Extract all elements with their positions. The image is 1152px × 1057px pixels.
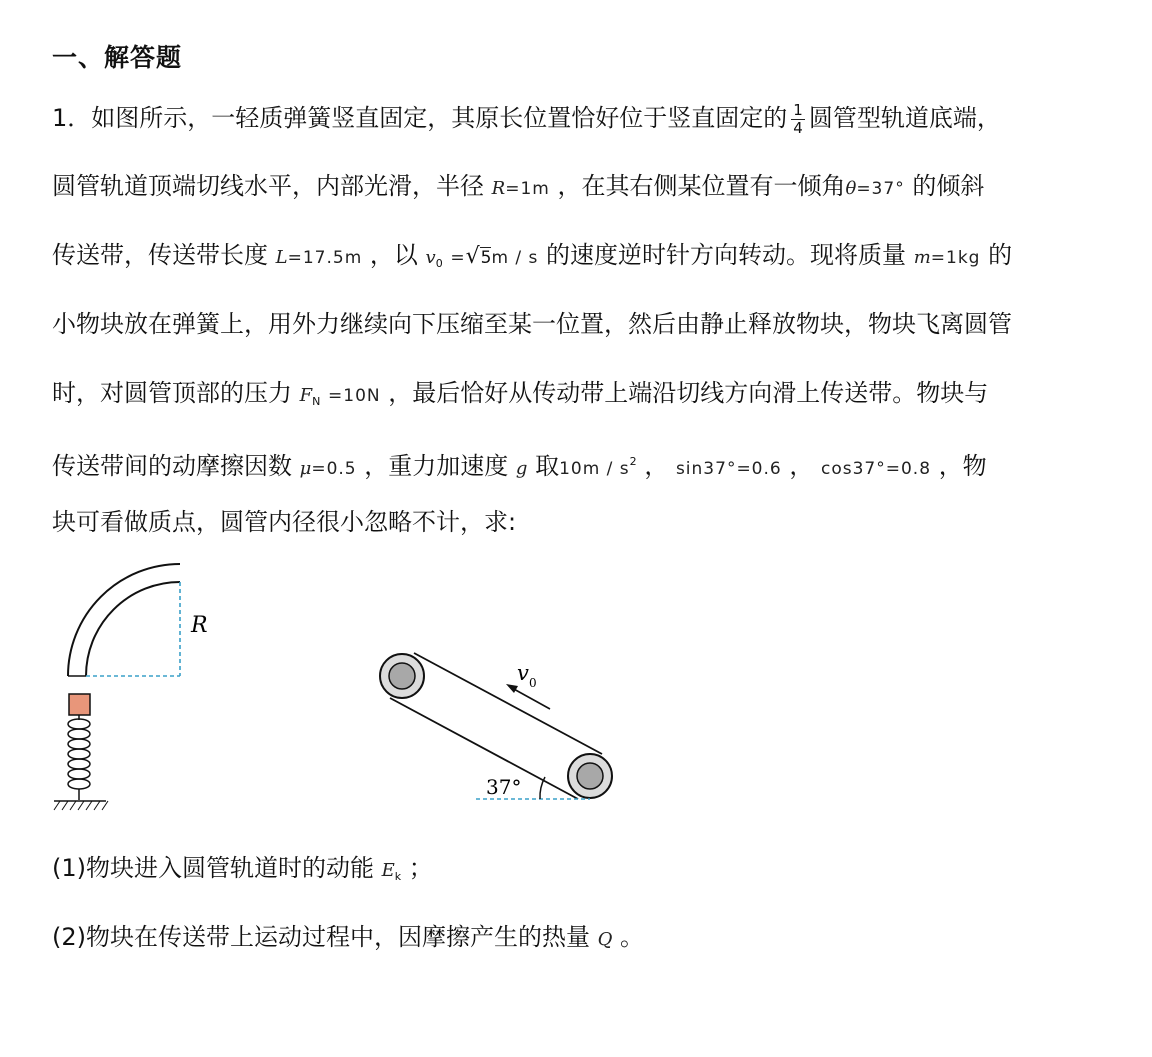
problem-line-1 xyxy=(52,100,1001,137)
text: ， xyxy=(789,452,814,480)
text: (1)物块进入圆管轨道时的动能 xyxy=(52,854,374,882)
problem-line-4: 小物块放在弹簧上，用外力继续向下压缩至某一位置，然后由静止释放物块，物块飞离圆管 xyxy=(52,310,1012,338)
math-var-L: L xyxy=(275,247,288,268)
math-value: =37° xyxy=(856,179,905,199)
math-var-mu: μ xyxy=(299,458,312,479)
label-R: R xyxy=(191,613,208,638)
text: 时，对圆管顶部的压力 xyxy=(52,379,292,407)
math-value: =0.5 xyxy=(311,459,357,479)
section-title: 一、解答题 xyxy=(52,43,183,72)
problem-line-6 xyxy=(52,444,987,487)
subscript: 0 xyxy=(435,257,443,270)
label-angle: 37° xyxy=(486,775,522,799)
text: ， xyxy=(644,452,669,480)
math-var-theta: θ xyxy=(845,178,857,199)
problem-line-7: 块可看做质点，圆管内径很小忽略不计，求: xyxy=(52,508,517,536)
fraction xyxy=(791,102,805,137)
math-value: =1kg xyxy=(930,248,981,268)
radicand: 5 xyxy=(480,248,492,268)
text: 圆管型轨道底端， xyxy=(808,104,1001,132)
text: 取 xyxy=(535,452,560,480)
text: ，最后恰好从传动带上端沿切线方向滑上传送带。物块与 xyxy=(388,379,989,407)
math-value: =17.5m xyxy=(287,248,363,268)
math-var-E: E xyxy=(381,860,395,881)
belt-top-edge xyxy=(414,653,602,754)
text: ，以 xyxy=(369,241,418,269)
text: 的 xyxy=(988,241,1013,269)
problem-line-3 xyxy=(52,237,1012,282)
math-equals: = xyxy=(450,248,466,268)
math-unit: m / s xyxy=(491,248,539,268)
small-block xyxy=(69,694,90,715)
problem-line-5 xyxy=(52,375,988,420)
text: 圆管轨道顶端切线水平，内部光滑，半径 xyxy=(52,172,484,200)
math-var-R: R xyxy=(491,178,506,199)
math-value: =1m xyxy=(505,179,550,199)
math-var-v: v xyxy=(425,247,436,268)
problem-number: 1． xyxy=(52,104,92,132)
math-value: 10m / s xyxy=(559,459,630,479)
problem-line-2 xyxy=(52,168,984,207)
math-var-Q: Q xyxy=(597,929,613,950)
math-var-F: F xyxy=(299,385,313,406)
text: 传送带，传送带长度 xyxy=(52,241,268,269)
text: 的速度逆时针方向转动。现将质量 xyxy=(546,241,907,269)
question-1 xyxy=(52,850,433,895)
math-var-m: m xyxy=(913,247,931,268)
math-value: =10N xyxy=(328,386,381,406)
text: ，在其右侧某位置有一倾角 xyxy=(557,172,846,200)
spring xyxy=(68,715,90,800)
text: ，重力加速度 xyxy=(364,452,509,480)
ground xyxy=(54,801,108,810)
subscript: k xyxy=(394,870,402,883)
label-v-subscript: 0 xyxy=(529,676,537,690)
text: (2)物块在传送带上运动过程中，因摩擦产生的热量 xyxy=(52,923,590,951)
label-v: v xyxy=(517,661,529,685)
sqrt-symbol: √ xyxy=(465,244,480,269)
physics-figure xyxy=(0,540,700,830)
subscript: N xyxy=(312,395,321,408)
text: 的倾斜 xyxy=(912,172,985,200)
tube-outer-arc xyxy=(68,564,180,676)
question-2 xyxy=(52,919,644,958)
quarter-circle-tube xyxy=(68,564,180,676)
math-cos: cos37°=0.8 xyxy=(821,459,932,479)
text: 如图所示，一轻质弹簧竖直固定，其原长位置恰好位于竖直固定的 xyxy=(91,104,788,132)
math-var-g: g xyxy=(515,458,528,479)
text: ，物 xyxy=(938,452,987,480)
text: 。 xyxy=(620,923,645,951)
roller-bottom xyxy=(568,754,612,798)
text: 传送带间的动摩擦因数 xyxy=(52,452,292,480)
fraction-denominator: 4 xyxy=(793,118,803,137)
math-sin: sin37°=0.6 xyxy=(675,459,782,479)
fraction-numerator: 1 xyxy=(793,100,803,119)
superscript: 2 xyxy=(629,455,637,468)
roller-top xyxy=(380,654,424,698)
belt-bottom-edge xyxy=(390,698,578,799)
text: ； xyxy=(408,854,433,882)
